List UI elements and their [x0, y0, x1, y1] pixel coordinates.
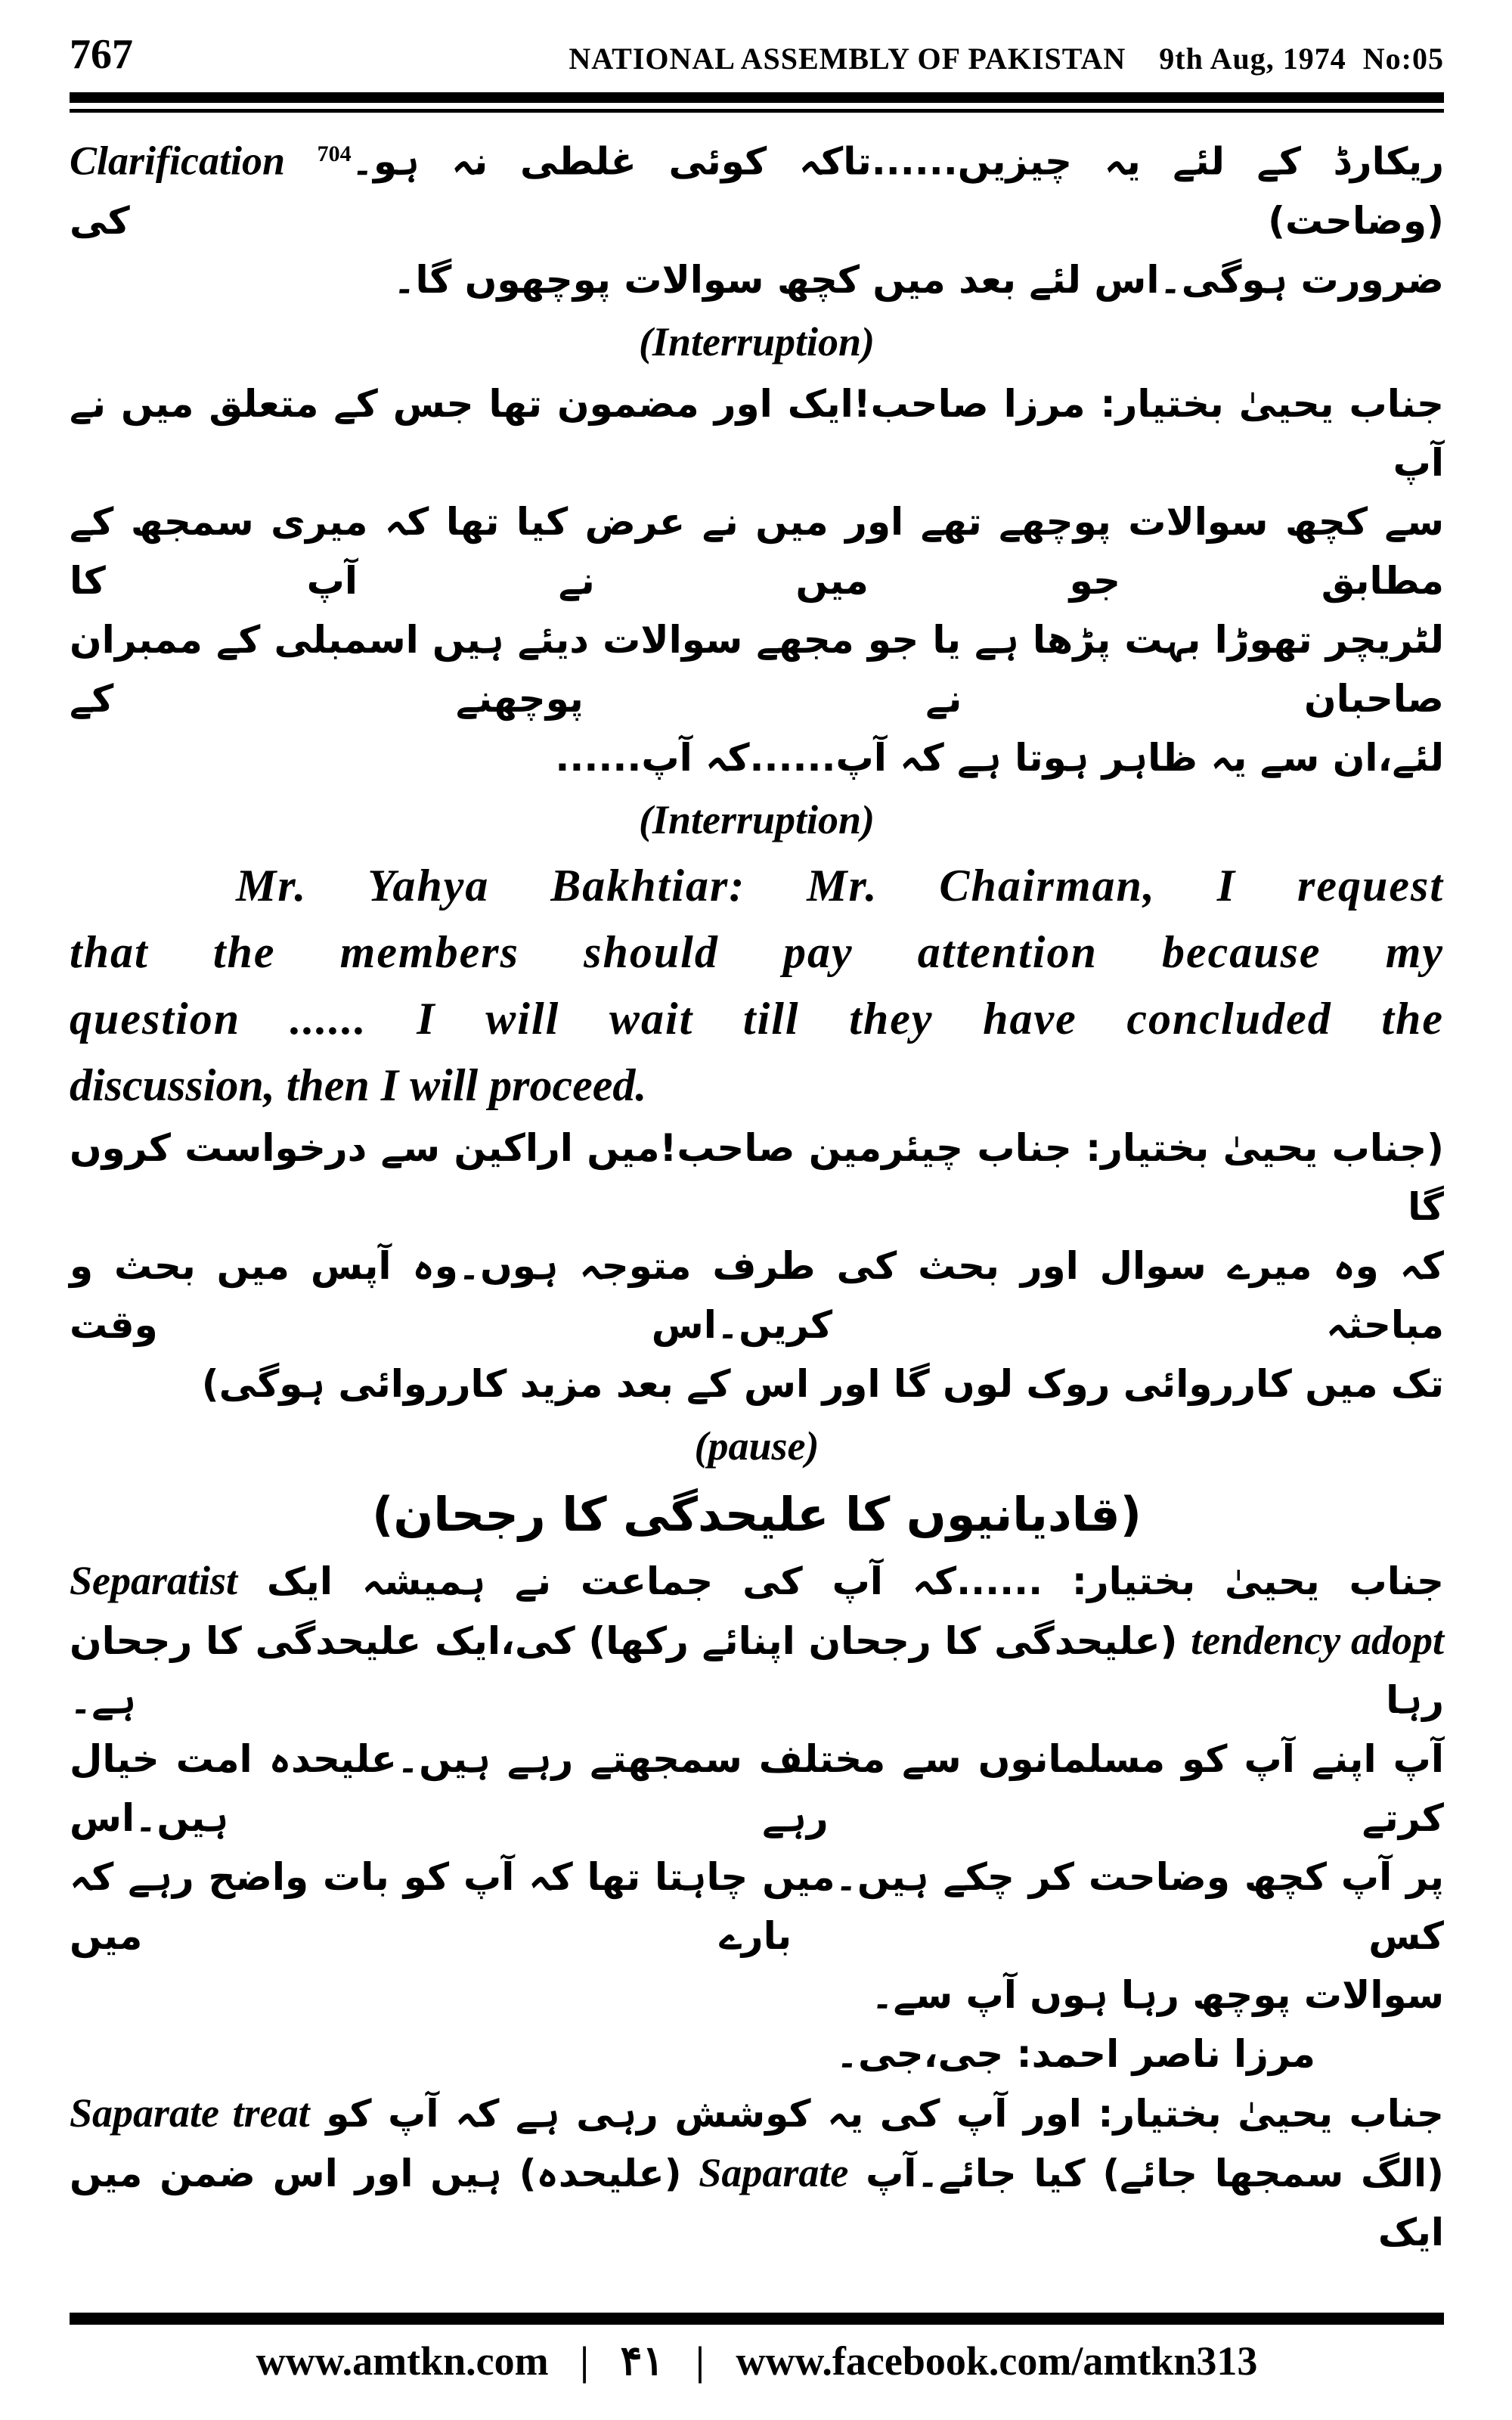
english-term: Saparate treat	[70, 2090, 310, 2136]
english-line: question ...... I will wait till they have concluded the	[70, 993, 1444, 1044]
urdu-text: (علیحدگی کا رجحان اپنائے رکھا) کی،ایک علیحدگی کا رجحان رہا ہے۔	[70, 1618, 1444, 1722]
text-line: جناب یحییٰ بختیار: مرزا صاحب!ایک اور مضمون تھا جس کے متعلق میں نے آپ	[70, 381, 1444, 485]
page-header	[70, 30, 1444, 91]
english-term: Separatist	[70, 1557, 238, 1603]
urdu-text: (وضاحت) کی	[70, 198, 1444, 243]
page-body	[70, 125, 1444, 2262]
header-rule-thin	[70, 109, 1444, 113]
page-footer	[70, 2337, 1444, 2384]
section-heading: (قادیانیوں کا علیحدگی کا رجحان)	[372, 1486, 1142, 1542]
footer-rule	[70, 2313, 1444, 2325]
header-rule	[70, 92, 1444, 103]
text-line: سے کچھ سوالات پوچھے تھے اور میں نے عرض کیا تھا کہ میری سمجھ کے مطابق جو میں نے آپ کا	[70, 499, 1444, 603]
text-line: لٹریچر تھوڑا بہت پڑھا ہے یا جو مجھے سوالات دیئے ہیں اسمبلی کے ممبران صاحبان نے پوچھنے کے	[70, 617, 1444, 721]
english-line: that the members should pay attention because my	[70, 926, 1444, 977]
text-line	[70, 125, 1444, 250]
urdu-text: (علیحدہ) ہیں اور اس ضمن میں ایک	[70, 2151, 1444, 2254]
interruption-note: (Interruption)	[638, 318, 875, 365]
text-line: ضرورت ہوگی۔اس لئے بعد میں کچھ سوالات پوچھوں گا۔	[393, 257, 1444, 302]
marginal-ref: 704	[317, 141, 352, 166]
text-line	[70, 1551, 1444, 1611]
text-line: کہ وہ میرے سوال اور بحث کی طرف متوجہ ہوں۔وہ آپس میں بحث و مباحثہ کریں۔اس وقت	[70, 1243, 1444, 1347]
text-line: سوالات پوچھ رہا ہوں آپ سے۔	[871, 1972, 1444, 2017]
english-line: discussion, then I will proceed.	[70, 1060, 647, 1110]
urdu-text: (الگ سمجھا جائے) کیا جائے۔آپ	[866, 2151, 1444, 2195]
urdu-text: جناب یحییٰ بختیار: اور آپ کی یہ کوشش رہی ہے کہ آپ کو	[326, 2091, 1444, 2136]
text-line: پر آپ کچھ وضاحت کر چکے ہیں۔میں چاہتا تھا کہ آپ کو بات واضح رہے کہ کس بارے میں	[70, 1854, 1444, 1958]
footer-separator: |	[696, 2338, 705, 2384]
text-line	[70, 1611, 1444, 1730]
page-number: 767	[70, 31, 133, 78]
footer-page-number: ۴۱	[620, 2338, 665, 2384]
english-term: tendency adopt	[1191, 1617, 1444, 1663]
urdu-text: ریکارڈ کے لئے یہ چیزیں......تاکہ کوئی غلطی نہ ہو۔	[351, 139, 1444, 184]
pause-note: (pause)	[694, 1423, 820, 1469]
footer-facebook-link[interactable]: www.facebook.com/amtkn313	[736, 2338, 1258, 2384]
text-line: (جناب یحییٰ بختیار: جناب چیئرمین صاحب!میں اراکین سے درخواست کروں گا	[70, 1125, 1444, 1229]
text-line: مرزا ناصر احمد: جی،جی۔	[835, 2031, 1315, 2076]
text-line	[70, 2083, 1444, 2143]
text-line	[70, 2143, 1444, 2262]
text-line: تک میں کارروائی روک لوں گا اور اس کے بعد مزید کارروائی ہوگی)	[201, 1361, 1444, 1406]
english-line: Mr. Yahya Bakhtiar: Mr. Chairman, I request	[236, 860, 1444, 911]
english-term: Saparate	[699, 2149, 849, 2195]
text-line: لئے،ان سے یہ ظاہر ہوتا ہے کہ آپ......کہ آپ......	[555, 735, 1444, 780]
english-term: Clarification	[70, 138, 286, 184]
text-line: آپ اپنے آپ کو مسلمانوں سے مختلف سمجھتے رہے ہیں۔علیحدہ امت خیال کرتے رہے ہیں۔اس	[70, 1736, 1444, 1840]
interruption-note: (Interruption)	[638, 796, 875, 842]
footer-separator: |	[580, 2338, 589, 2384]
header-title: NATIONAL ASSEMBLY OF PAKISTAN 9th Aug, 1974 No:05	[569, 42, 1444, 76]
footer-website-link[interactable]: www.amtkn.com	[256, 2338, 549, 2384]
urdu-text: جناب یحییٰ بختیار: ......کہ آپ کی جماعت نے ہمیشہ ایک	[266, 1559, 1444, 1603]
